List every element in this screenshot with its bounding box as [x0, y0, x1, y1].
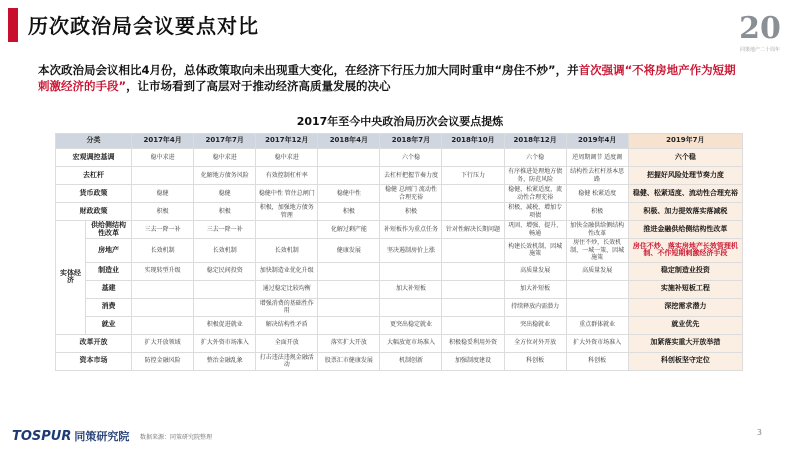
- table-cell: 打击违法违规金融活动: [256, 352, 318, 370]
- table-cell: [380, 298, 442, 316]
- latest-cell: 实施补短板工程: [628, 280, 742, 298]
- table-cell: 三去一降一补: [132, 221, 194, 239]
- row-category: 宏观调控基调: [56, 149, 132, 167]
- table-cell: 股票汇市健康发展: [318, 352, 380, 370]
- table-cell: [442, 149, 504, 167]
- table-cell: [318, 149, 380, 167]
- table-cell: 扩大外资市场准入: [566, 334, 628, 352]
- table-cell: 扩大外资市场准入: [194, 334, 256, 352]
- table-cell: 持续释放内需潜力: [504, 298, 566, 316]
- header-col: 2017年12月: [256, 134, 318, 149]
- table-row: [56, 239, 743, 263]
- latest-cell: 六个稳: [628, 149, 742, 167]
- summary-part2: ，让市场看到了高层对于推动经济高质量发展的决心: [126, 79, 391, 93]
- comparison-table: [55, 133, 743, 371]
- latest-cell: 科创板坚守定位: [628, 352, 742, 370]
- table-row: [56, 149, 743, 167]
- latest-cell: 房住不炒、落实房地产长效管理机制、不作短期刺激经济手段: [628, 239, 742, 263]
- header-col-latest: 2019年7月: [628, 134, 742, 149]
- table-cell: 针对性解决长期问题: [442, 221, 504, 239]
- row-category: 财政政策: [56, 203, 132, 221]
- table-cell: 长效机制: [132, 239, 194, 263]
- table-row: [56, 185, 743, 203]
- latest-cell: 深挖需求潜力: [628, 298, 742, 316]
- latest-cell: 稳定制造业投资: [628, 262, 742, 280]
- table-cell: 积极: [318, 203, 380, 221]
- table-cell: [132, 280, 194, 298]
- table-cell: 稳健中性 管住总闸门: [256, 185, 318, 203]
- table-cell: 积极稳妥利用外资: [442, 334, 504, 352]
- table-cell: 有序推进处理地方债务，防范风险: [504, 167, 566, 185]
- table-cell: [132, 298, 194, 316]
- table-cell: 加快金融供给侧结构性改革: [566, 221, 628, 239]
- table-cell: 科创板: [566, 352, 628, 370]
- latest-cell: 积极、加力提效落实落减税: [628, 203, 742, 221]
- row-category: 改革开放: [56, 334, 132, 352]
- table-row: [56, 298, 743, 316]
- title-accent-bar: [8, 8, 18, 42]
- table-cell: 六个稳: [504, 149, 566, 167]
- table-cell: 结构性去杠杆基本思路: [566, 167, 628, 185]
- table-cell: 大幅放宽市场准入: [380, 334, 442, 352]
- table-cell: 坚决遏制房价上涨: [380, 239, 442, 263]
- logo-cn-text: 同策研究院: [74, 430, 130, 443]
- table-cell: 加大补短板: [380, 280, 442, 298]
- table-cell: [442, 298, 504, 316]
- header-col: 2017年7月: [194, 134, 256, 149]
- table-cell: 加强制度建设: [442, 352, 504, 370]
- table-cell: 落实扩大开放: [318, 334, 380, 352]
- table-cell: 稳中求进: [132, 149, 194, 167]
- table-cell: 积极: [194, 203, 256, 221]
- table-cell: 扩大开放领域: [132, 334, 194, 352]
- table-cell: 积极: [380, 203, 442, 221]
- anniversary-number: 20: [739, 11, 781, 46]
- table-row: [56, 203, 743, 221]
- table-cell: [442, 203, 504, 221]
- table-cell: [442, 239, 504, 263]
- table-cell: [566, 280, 628, 298]
- table-cell: 巩固、增强、提升、畅通: [504, 221, 566, 239]
- table-cell: [566, 298, 628, 316]
- table-cell: 健康发展: [318, 239, 380, 263]
- table-title: 2017年至今中央政治局历次会议要点提炼: [296, 115, 504, 128]
- table-cell: [318, 280, 380, 298]
- table-cell: [318, 316, 380, 334]
- row-subcategory: 供给侧结构性改革: [86, 221, 132, 239]
- row-category: 资本市场: [56, 352, 132, 370]
- table-row: [56, 262, 743, 280]
- latest-cell: 就业优先: [628, 316, 742, 334]
- table-cell: [442, 185, 504, 203]
- table-cell: 全面开放: [256, 334, 318, 352]
- table-cell: 稳健 松紧适度: [566, 185, 628, 203]
- table-cell: 化解过剩产能: [318, 221, 380, 239]
- table-cell: 整治金融乱象: [194, 352, 256, 370]
- table-cell: 全方位对外开放: [504, 334, 566, 352]
- page-number: 3: [756, 428, 762, 437]
- table-cell: 补短板作为重点任务: [380, 221, 442, 239]
- table-cell: 化解地方债务风险: [194, 167, 256, 185]
- header-col: 2018年10月: [442, 134, 504, 149]
- latest-cell: 稳健、松紧适度、流动性合理充裕: [628, 185, 742, 203]
- table-row: [56, 334, 743, 352]
- latest-cell: 推进金融供给侧结构性改革: [628, 221, 742, 239]
- logo-text: TOSPUR: [12, 429, 72, 444]
- table-cell: 更突出稳定就业: [380, 316, 442, 334]
- table-cell: 实现转型升级: [132, 262, 194, 280]
- table-row: [56, 221, 743, 239]
- anniversary-logo: [730, 11, 790, 53]
- row-category: 去杠杆: [56, 167, 132, 185]
- latest-cell: 加紧落实重大开放举措: [628, 334, 742, 352]
- table-cell: [194, 280, 256, 298]
- table-cell: 积极促进就业: [194, 316, 256, 334]
- table-cell: 长效机制: [194, 239, 256, 263]
- table-cell: 稳健: [132, 185, 194, 203]
- table-cell: [442, 280, 504, 298]
- header-col: 2018年12月: [504, 134, 566, 149]
- row-subcategory: 基建: [86, 280, 132, 298]
- table-row: [56, 167, 743, 185]
- table-cell: 去杠杆把握节奏力度: [380, 167, 442, 185]
- table-cell: 房住不炒，长效机制，一城一策，因城施策: [566, 239, 628, 263]
- table-row: [56, 352, 743, 370]
- row-subcategory: 就业: [86, 316, 132, 334]
- table-cell: [256, 221, 318, 239]
- summary-text: [38, 62, 738, 94]
- row-category: 货币政策: [56, 185, 132, 203]
- latest-cell: 把握好风险处理节奏力度: [628, 167, 742, 185]
- row-subcategory: 消费: [86, 298, 132, 316]
- anniversary-caption: 同策地产二十周年: [739, 47, 780, 53]
- table-header-row: [56, 134, 743, 149]
- table-cell: 通过稳定比较均衡: [256, 280, 318, 298]
- table-cell: [318, 167, 380, 185]
- table-cell: 高质量发展: [566, 262, 628, 280]
- table-cell: 积极，减税，增加专项债: [504, 203, 566, 221]
- data-source: 数据来源：同策研究院整理: [140, 434, 213, 441]
- table-cell: [132, 167, 194, 185]
- table-cell: 机制创新: [380, 352, 442, 370]
- row-subcategory: 制造业: [86, 262, 132, 280]
- row-group-label: 实体经济: [56, 221, 86, 335]
- table-cell: [442, 262, 504, 280]
- summary-part1: 本次政治局会议相比4月份，总体政策取向未出现重大变化，在经济下行压力加大同时重申“房住不炒”，并: [38, 63, 579, 77]
- table-cell: [380, 262, 442, 280]
- table-cell: [194, 298, 256, 316]
- table-cell: 稳健中性: [318, 185, 380, 203]
- table-cell: 突出稳就业: [504, 316, 566, 334]
- table-row: [56, 280, 743, 298]
- table-cell: 稳中求进: [194, 149, 256, 167]
- table-cell: 稳健 总闸门 流动性合理充裕: [380, 185, 442, 203]
- header-col: 2017年4月: [132, 134, 194, 149]
- table-cell: 解决结构性矛盾: [256, 316, 318, 334]
- table-cell: [442, 316, 504, 334]
- table-cell: 下行压力: [442, 167, 504, 185]
- table-cell: 高质量发展: [504, 262, 566, 280]
- header-col: 2019年4月: [566, 134, 628, 149]
- table-cell: 加快制造业优化升级: [256, 262, 318, 280]
- table-cell: 三去一降一补: [194, 221, 256, 239]
- table-cell: 稳健: [194, 185, 256, 203]
- header-col: 2018年4月: [318, 134, 380, 149]
- table-cell: 稳中求进: [256, 149, 318, 167]
- table-cell: 有效控制杠杆率: [256, 167, 318, 185]
- table-cell: 构建长效机制，因城施策: [504, 239, 566, 263]
- page-title: 历次政治局会议要点对比: [28, 14, 259, 38]
- table-row: [56, 316, 743, 334]
- summary-highlight: 首次强调“不将房地产作为短期刺激经济的手段”: [38, 63, 736, 93]
- table-cell: 长效机制: [256, 239, 318, 263]
- table-cell: 增强消费的基础性作用: [256, 298, 318, 316]
- table-cell: 六个稳: [380, 149, 442, 167]
- tospur-logo: [12, 428, 129, 444]
- table-cell: [318, 298, 380, 316]
- table-cell: [318, 262, 380, 280]
- table-cell: 防控金融风险: [132, 352, 194, 370]
- table-cell: 稳定民间投资: [194, 262, 256, 280]
- row-subcategory: 房地产: [86, 239, 132, 263]
- table-cell: 积极，加强地方债务管理: [256, 203, 318, 221]
- table-cell: [132, 316, 194, 334]
- table-cell: 加大补短板: [504, 280, 566, 298]
- table-cell: 积极: [132, 203, 194, 221]
- header-col: 2018年7月: [380, 134, 442, 149]
- table-cell: 重点群体就业: [566, 316, 628, 334]
- table-cell: 稳健，松紧适度，流动性合理充裕: [504, 185, 566, 203]
- header-category: 分类: [56, 134, 132, 149]
- table-cell: 逆周期调节 适度调: [566, 149, 628, 167]
- table-cell: 积极: [566, 203, 628, 221]
- table-cell: 科创板: [504, 352, 566, 370]
